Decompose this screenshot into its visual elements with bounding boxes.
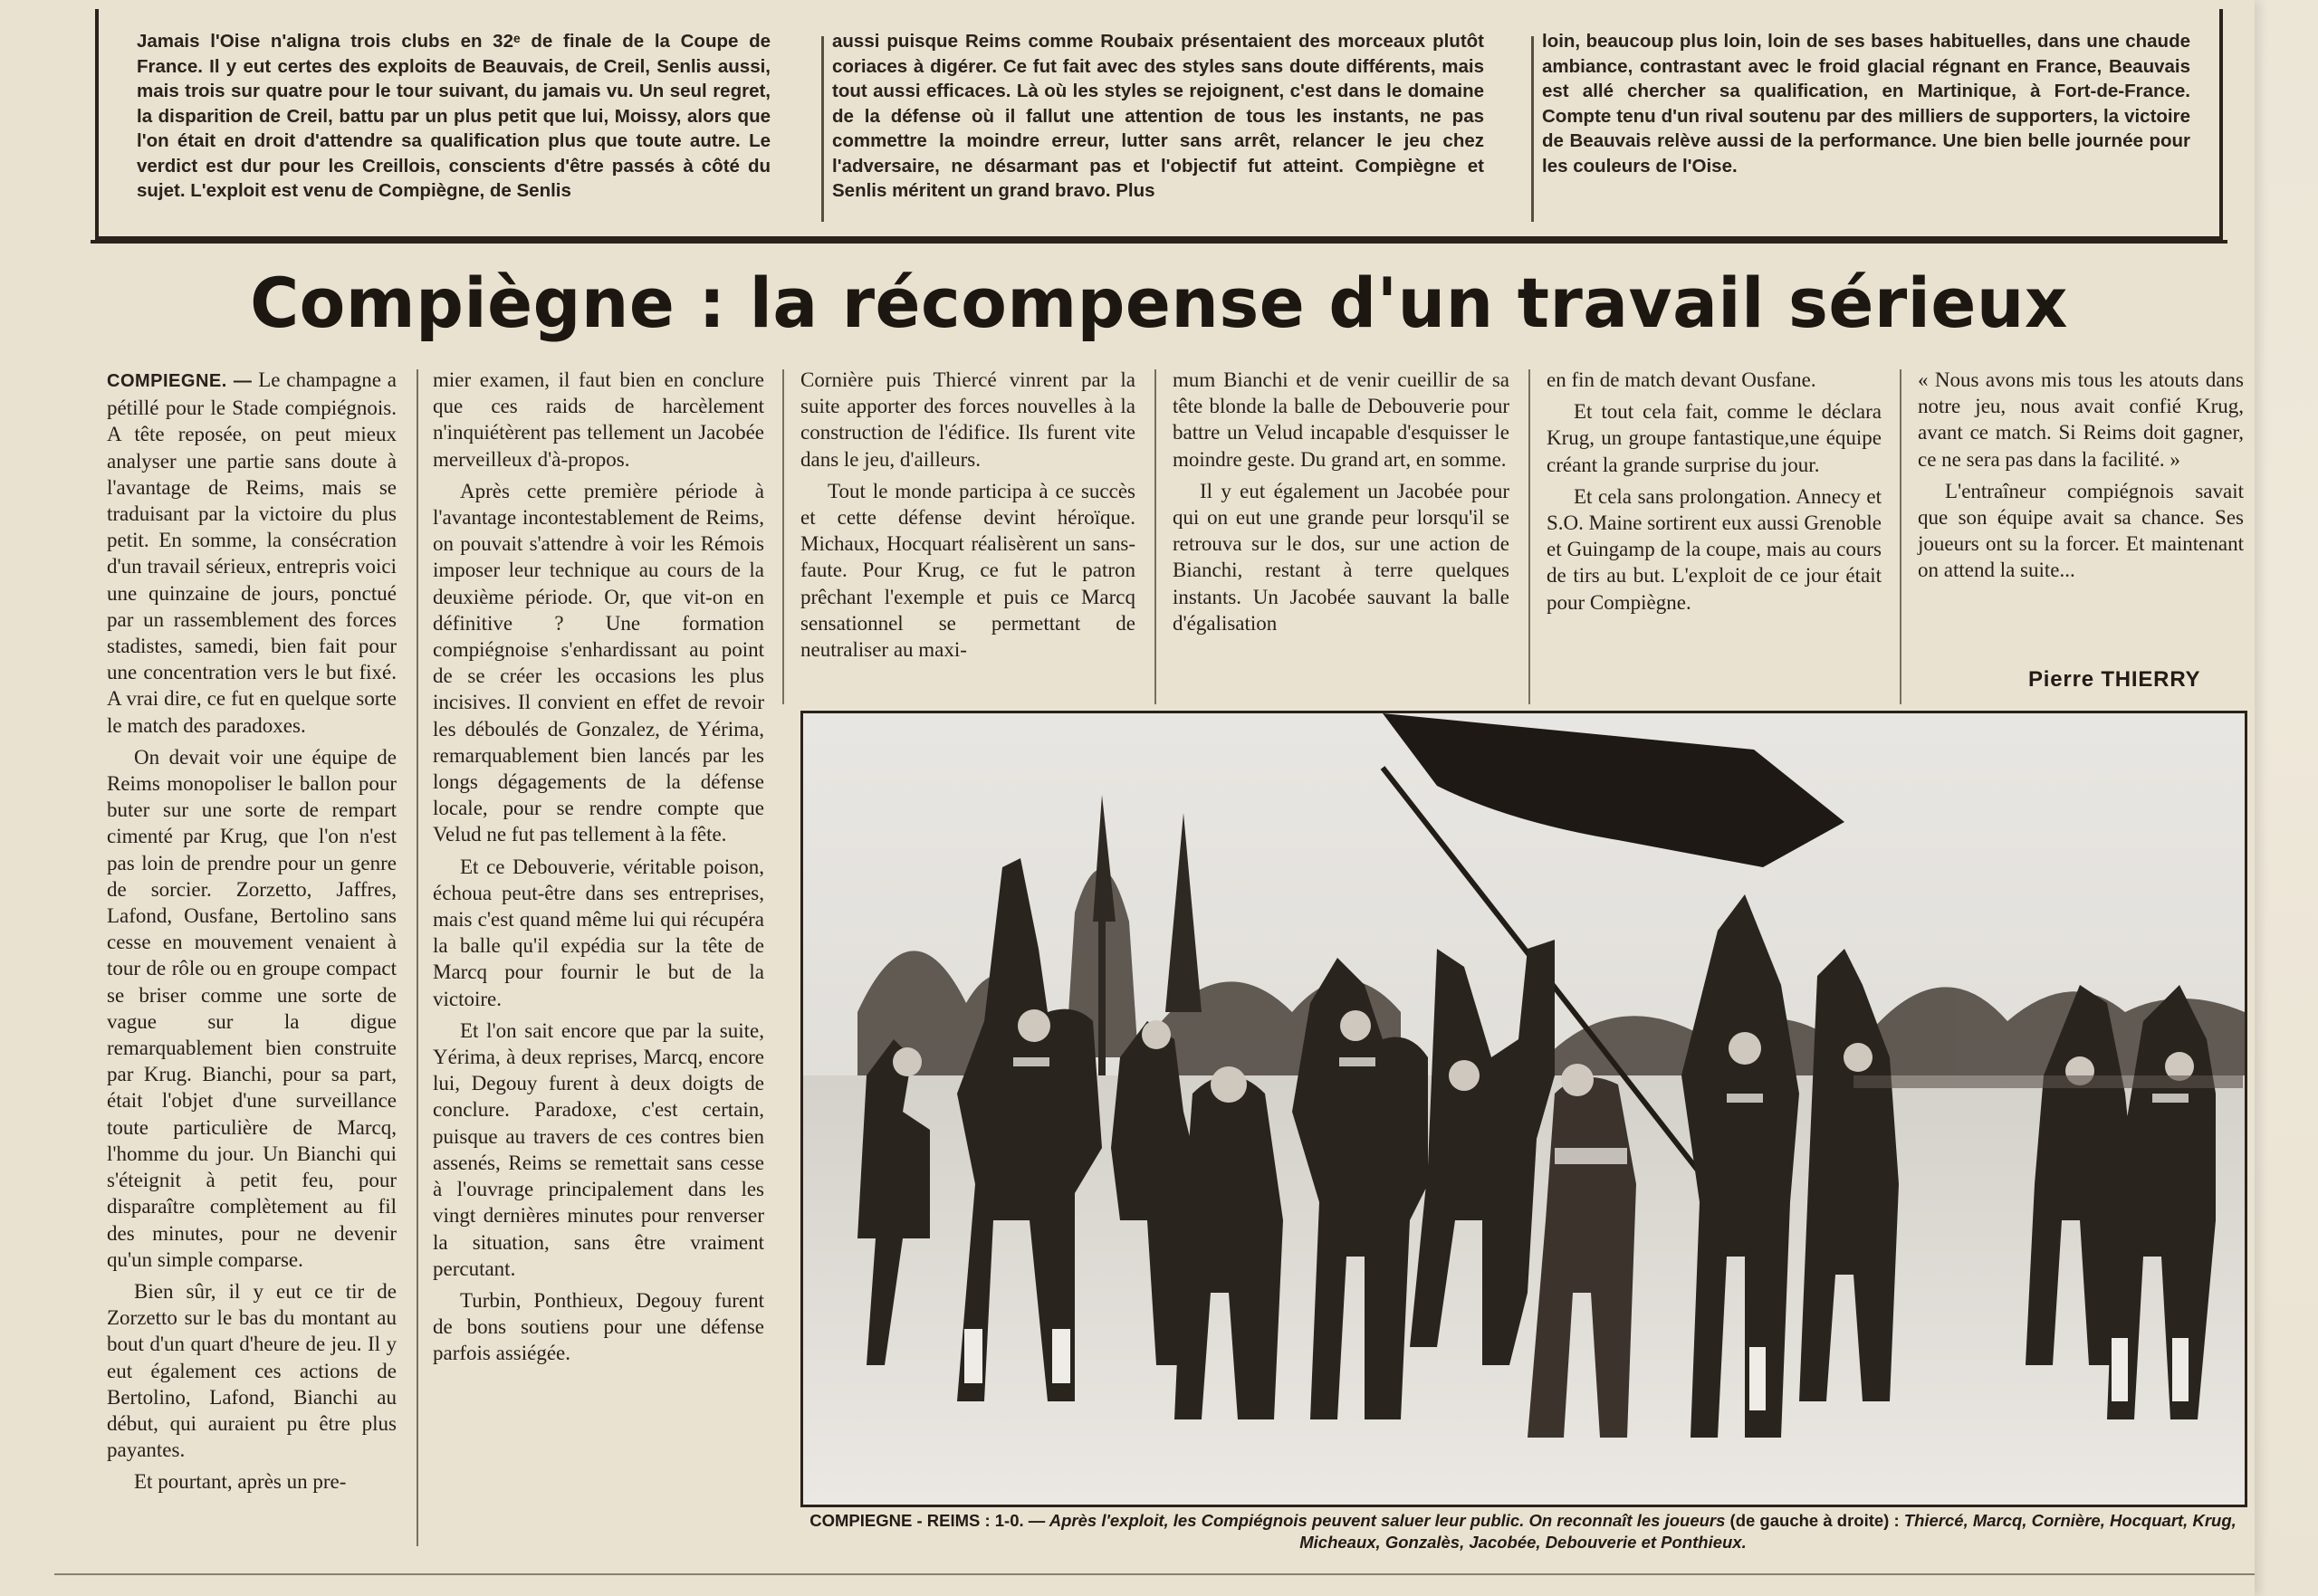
paragraph: Il y eut également un Jacobée pour qui on eut une grande peur lorsqu'il se retrouva sur le dos, sur une action de Bianchi, restant à terre quelques instants. Un Jacobée sauvant la balle d'égalisation xyxy=(1173,479,1509,635)
caption-text: Après l'exploit, les Compiégnois peuvent saluer leur public. On reconnaît les joueurs xyxy=(1049,1511,1726,1530)
celebration-photo-illustration xyxy=(803,713,2245,1505)
paragraph: Après cette première période à l'avantage incontestablement de Reims, on pouvait s'attendre à voir les Rémois imposer leur technique au cours de la deuxième période. Or, que vit-on en définitive ? Une formation compiégnoise s'enhardissant au point de se créer les occasions les plus incisives. Il convient en effet de revoir les déboulés de Gonzalez, de Yérima, remarquablement bien lancés par les longs dégagements de la défense locale, pour se rendre compte que Velud ne fut pas tellement à la fête. xyxy=(433,479,764,846)
column-divider xyxy=(1154,369,1156,704)
intro-column-3: loin, beaucoup plus loin, loin de ses bases habituelles, dans une chaude ambiance, contrastant avec le froid glacial régnant en France, Beauvais est allé chercher sa qualification, en Martinique, à Fort-de-France. Compte tenu d'un rival soutenu par des milliers de supporters, la victoire de Beauvais relève aussi de la performance. Une bien belle journée pour les couleurs de l'Oise. xyxy=(1542,31,2190,177)
article-column-5 xyxy=(1547,367,1882,616)
column-divider xyxy=(782,369,784,704)
paragraph: « Nous avons mis tous les atouts dans notre jeu, nous avait confié Krug, avant ce match. Si Reims doit gagner, ce ne sera pas dans la facilité. » xyxy=(1918,368,2244,471)
paragraph: Et ce Debouverie, véritable poison, échoua peut-être dans ses entreprises, mais c'est quand même lui qui récupéra la balle qu'il expédia sur la tête de Marcq pour fournir le but de la victoire. xyxy=(433,855,764,1010)
caption-parenthetical: (de gauche à droite) : xyxy=(1729,1511,1900,1530)
article-column-1 xyxy=(107,367,397,1496)
article-column-2 xyxy=(433,367,764,1367)
intro-box-shadow xyxy=(91,240,2227,244)
headline: Compiègne : la récompense d'un travail sérieux xyxy=(250,263,2068,343)
dateline: COMPIEGNE. — xyxy=(107,371,253,391)
paragraph xyxy=(107,367,397,739)
paragraph: Tout le monde participa à ce succès et cette défense devint héroïque. Michaux, Hocquart réalisèrent un sans-faute. Pour Krug, ce fut le patron prêchant l'exemple et puis ce Marcq sensationnel se permettant de neutraliser au maxi- xyxy=(800,479,1135,662)
paragraph: en fin de match devant Ousfane. xyxy=(1547,368,1816,391)
paragraph: mier examen, il faut bien en conclure que ces raids de harcèlement n'inquiétèrent pas tellement un Jacobée merveilleux d'à-propos. xyxy=(433,368,764,471)
column-divider xyxy=(1900,369,1901,704)
paragraph: Cornière puis Thiercé vinrent par la suite apporter des forces nouvelles à la construction de l'édifice. Ils furent vite dans le jeu, d'ailleurs. xyxy=(800,368,1135,471)
paragraph: Bien sûr, il y eut ce tir de Zorzetto sur le bas du montant au bout d'un quart d'heure de jeu. Il y eut également ces actions de Bertolino, Lafond, Bianchi au début, qui auraient pu être plus payantes. xyxy=(107,1279,397,1462)
intro-column-2: aussi puisque Reims comme Roubaix présentaient des morceaux plutôt coriaces à digérer. Ce fut fait avec des styles sans doute différents, mais tout aussi efficaces. Là où les styles se rejoignent, c'est dans le domaine de la défense où il fallut une attention de tous les instants, ne pas commettre la moindre erreur, lutter sans arrêt, relancer le jeu chez l'adversaire, ne désarmant pas et l'objectif fut atteint. Compiègne et Senlis méritent un grand bravo. Plus xyxy=(832,31,1484,201)
paragraph: Et cela sans prolongation. Annecy et S.O. Maine sortirent eux aussi Grenoble et Guingamp de la coupe, mais au cours de tirs au but. L'exploit de ce jour était pour Compiègne. xyxy=(1547,484,1882,614)
byline: Pierre THIERRY xyxy=(2028,667,2201,692)
paragraph: Et l'on sait encore que par la suite, Yérima, à deux reprises, Marcq, encore lui, Degouy furent à deux doigts de conclure. Paradoxe, c'est certain, puisque au travers de ces contres bien assenés, Reims se remettait sans cesse à l'ouvrage principalement dans les vingt dernières minutes pour renverser la situation, sans être vraiment percutant. xyxy=(433,1018,764,1280)
paragraph-text: Le champagne a pétillé pour le Stade compiégnois. A tête reposée, on peut mieux analyser une partie sans doute à l'avantage de Reims, mais se traduisant par la victoire du plus petit. En somme, la consécration d'un travail sérieux, entrepris voici une quinzaine de jours, ponctué par un rassemblement des forces stadistes, samedi, bien fait pour une concentration vers le but fixé. A vrai dire, ce fut en quelque sorte le match des paradoxes. xyxy=(107,368,397,737)
paragraph: Et pourtant, après un pre- xyxy=(134,1470,347,1494)
paragraph: L'entraîneur compiégnois savait que son équipe avait sa chance. Ses joueurs ont su la forcer. Et maintenant on attend la suite... xyxy=(1918,479,2244,582)
intro-divider xyxy=(1531,36,1534,222)
caption-heading: COMPIEGNE - REIMS : 1-0. — xyxy=(809,1511,1046,1530)
bottom-rule xyxy=(54,1573,2255,1575)
paragraph: mum Bianchi et de venir cueillir de sa tête blonde la balle de Debouverie pour battre un Velud incapable d'esquisser le moindre geste. Du grand art, en somme. xyxy=(1173,368,1509,471)
paragraph: On devait voir une équipe de Reims monopoliser le ballon pour buter sur une sorte de rempart cimenté par Krug, que l'on n'est pas loin de prendre pour un genre de sorcier. Zorzetto, Jaffres, Lafond, Ousfane, Bertolino sans cesse en mouvement venaient à tour de rôle ou en groupe compact se briser comme une sorte de vague sur la digue remarquablement bien construite par Krug. Bianchi, pour sa part, était l'objet d'une surveillance toute particulière de Marcq, l'homme du jour. Un Bianchi qui s'éteignit à petit feu, pour disparaître complètement au fil des minutes, pour ne devenir qu'un simple comparse. xyxy=(107,745,397,1271)
photo-caption xyxy=(799,1510,2247,1553)
column-divider xyxy=(417,369,418,1546)
article-column-3 xyxy=(800,367,1135,663)
paragraph: Turbin, Ponthieux, Degouy furent de bons soutiens pour une défense parfois assiégée. xyxy=(433,1288,764,1365)
article-column-6 xyxy=(1918,367,2244,584)
article-column-4 xyxy=(1173,367,1509,636)
team-photo xyxy=(800,711,2247,1507)
intro-column-1: Jamais l'Oise n'aligna trois clubs en 32ᵉ de finale de la Coupe de France. Il y eut certes des exploits de Beauvais, de Creil, Senlis aussi, mais trois sur quatre pour le tour suivant, du jamais vu. Un seul regret, la disparition de Creil, battu par un plus petit que lui, Moissy, alors que l'on était en droit d'attendre sa qualification plus que toute autre. Le verdict est dur pour les Creillois, conscients d'être passés à côté du sujet. L'exploit est venu de Compiègne, de Senlis xyxy=(137,31,771,201)
column-divider xyxy=(1528,369,1530,704)
paragraph: Et tout cela fait, comme le déclara Krug, un groupe fantastique,une équipe créant la grande surprise du jour. xyxy=(1547,400,1882,476)
caption-names: Thiercé, Marcq, Cornière, Hocquart, Krug, Micheaux, Gonzalès, Jacobée, Debouverie et Ponthieux. xyxy=(1299,1511,2237,1552)
intro-box xyxy=(95,9,2223,240)
intro-divider xyxy=(821,36,824,222)
